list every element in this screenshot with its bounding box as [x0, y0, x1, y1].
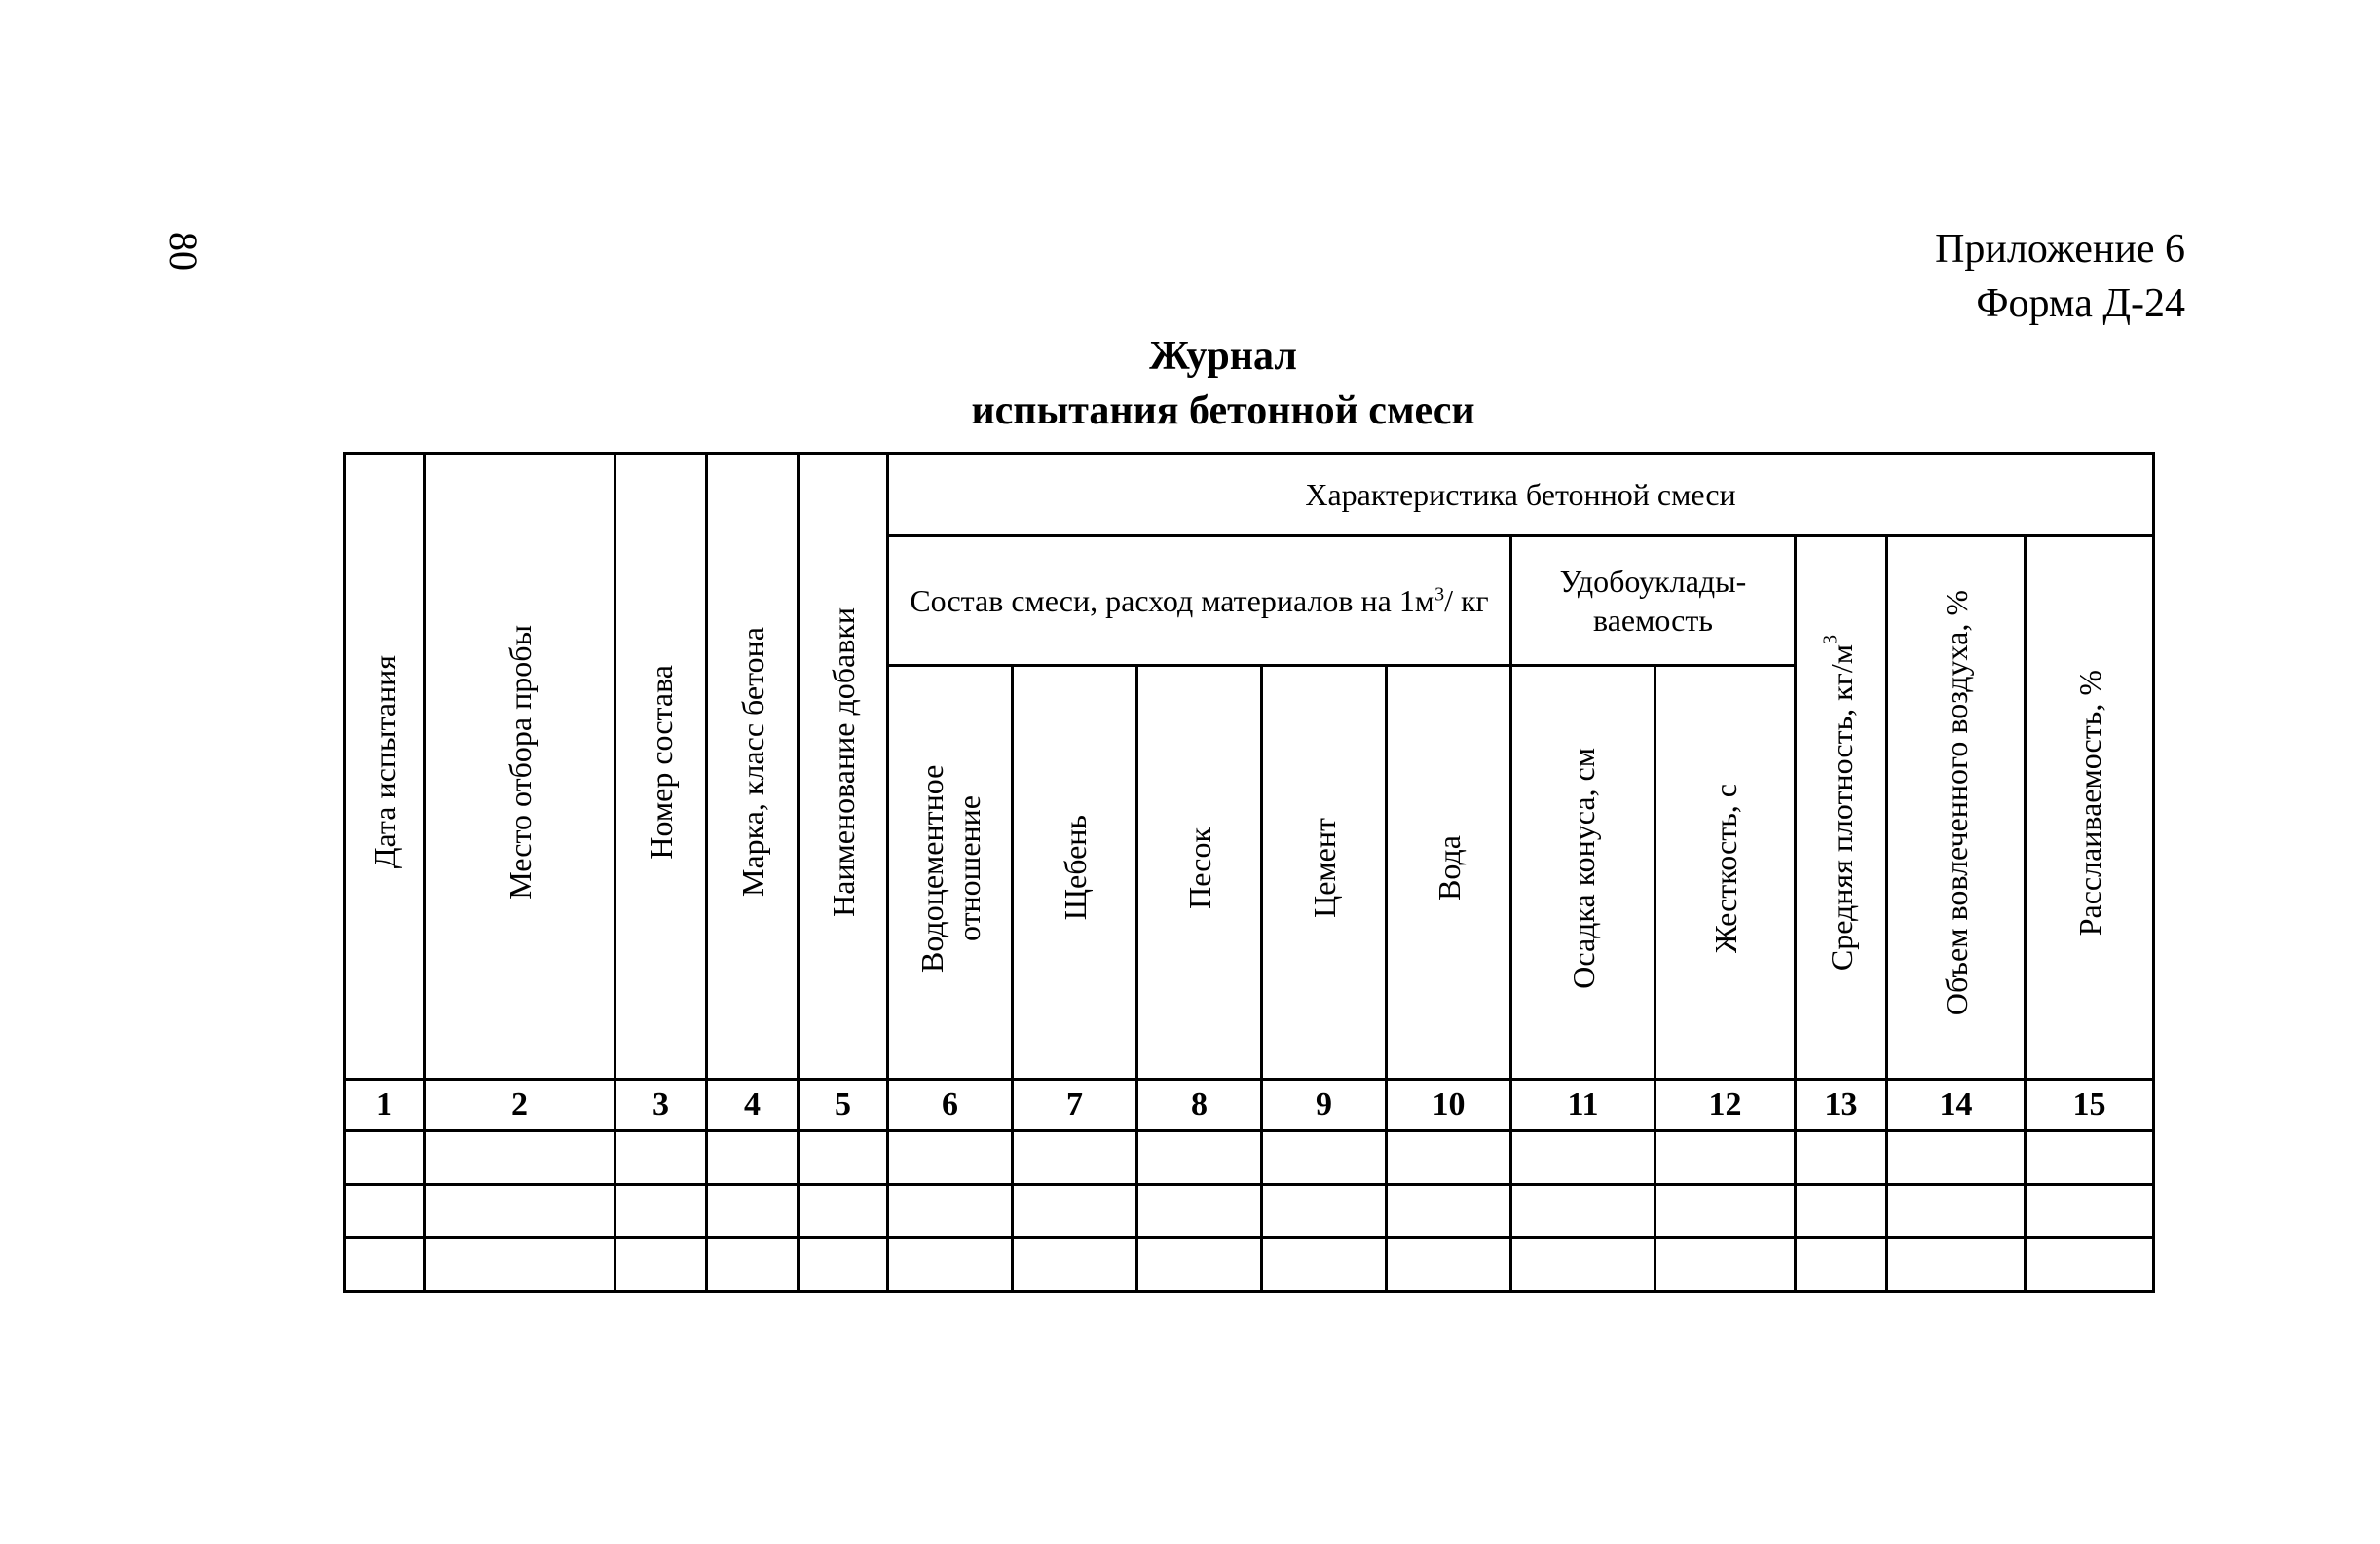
- column-numbers-row: [345, 1080, 2154, 1131]
- table-cell[interactable]: [1262, 1131, 1387, 1185]
- table-cell[interactable]: [707, 1185, 799, 1238]
- header-separation: Расслаиваемость, %: [2026, 536, 2154, 1080]
- table-cell[interactable]: [799, 1238, 888, 1292]
- table-cell[interactable]: [1013, 1131, 1137, 1185]
- table-cell[interactable]: [1262, 1238, 1387, 1292]
- form-number: Форма Д-24: [1976, 281, 2185, 326]
- table-cell[interactable]: [1655, 1185, 1796, 1238]
- column-number: 12: [1655, 1080, 1796, 1131]
- table-row: [345, 1131, 2154, 1185]
- column-number: 2: [425, 1080, 615, 1131]
- table-cell[interactable]: [1887, 1185, 2026, 1238]
- column-number: 4: [707, 1080, 799, 1131]
- table-cell[interactable]: [2026, 1131, 2154, 1185]
- header-workability: Удобоуклады- ваемость: [1511, 536, 1796, 666]
- header-sand: Песок: [1137, 666, 1262, 1080]
- title-line-1: Журнал: [1149, 334, 1297, 379]
- appendix-label: [1935, 222, 2185, 331]
- table-cell[interactable]: [799, 1185, 888, 1238]
- header-water: Вода: [1387, 666, 1511, 1080]
- column-number: 10: [1387, 1080, 1511, 1131]
- header-mix-composition: Состав смеси, расход материалов на $1м^3/$ кг: [888, 536, 1511, 666]
- column-number: 6: [888, 1080, 1013, 1131]
- table-cell[interactable]: [1262, 1185, 1387, 1238]
- column-number: 3: [615, 1080, 707, 1131]
- table-cell[interactable]: [1387, 1185, 1511, 1238]
- table-cell[interactable]: [345, 1238, 425, 1292]
- table-cell[interactable]: [888, 1131, 1013, 1185]
- column-number: 5: [799, 1080, 888, 1131]
- column-number: 15: [2026, 1080, 2154, 1131]
- table-cell[interactable]: [425, 1238, 615, 1292]
- table-cell[interactable]: [1387, 1238, 1511, 1292]
- header-additive: Наименование добавки: [799, 454, 888, 1080]
- title-line-2: испытания бетонной смеси: [971, 388, 1475, 433]
- column-number: 7: [1013, 1080, 1137, 1131]
- column-number: 14: [1887, 1080, 2026, 1131]
- header-gravel: Щебень: [1013, 666, 1137, 1080]
- table-cell[interactable]: [1887, 1131, 2026, 1185]
- table-cell[interactable]: [1013, 1238, 1137, 1292]
- header-characteristics: Характеристика бетонной смеси: [888, 454, 2154, 536]
- header-density: Средняя плотность, $кг/м^3$: [1796, 536, 1887, 1080]
- header-cement: Цемент: [1262, 666, 1387, 1080]
- table-cell[interactable]: [425, 1131, 615, 1185]
- header-composition-number: Номер состава: [615, 454, 707, 1080]
- header-wc-ratio: Водоцементное отношение: [888, 666, 1013, 1080]
- table-row: [345, 1185, 2154, 1238]
- header-date: Дата испытания: [345, 454, 425, 1080]
- table-cell[interactable]: [1137, 1185, 1262, 1238]
- table-cell[interactable]: [888, 1185, 1013, 1238]
- table-cell[interactable]: [1796, 1238, 1887, 1292]
- table-cell[interactable]: [425, 1185, 615, 1238]
- table-cell[interactable]: [1013, 1185, 1137, 1238]
- table-cell[interactable]: [1137, 1131, 1262, 1185]
- table-cell[interactable]: [345, 1185, 425, 1238]
- header-grade: Марка, класс бетона: [707, 454, 799, 1080]
- table-cell[interactable]: [1387, 1131, 1511, 1185]
- column-number: 1: [345, 1080, 425, 1131]
- table-cell[interactable]: [2026, 1185, 2154, 1238]
- table-cell[interactable]: [1511, 1131, 1655, 1185]
- document-title: [0, 329, 2380, 438]
- empty-rows: [345, 1131, 2154, 1292]
- table-cell[interactable]: [1887, 1238, 2026, 1292]
- header-air-content: Объем вовлеченного воздуха, %: [1887, 536, 2026, 1080]
- journal-table: [343, 452, 2155, 1293]
- table-cell[interactable]: [345, 1131, 425, 1185]
- table-cell[interactable]: [1511, 1238, 1655, 1292]
- appendix-number: Приложение 6: [1935, 227, 2185, 272]
- table-cell[interactable]: [799, 1131, 888, 1185]
- column-number: 8: [1137, 1080, 1262, 1131]
- column-number: 11: [1511, 1080, 1655, 1131]
- table-cell[interactable]: [615, 1185, 707, 1238]
- table-cell[interactable]: [1137, 1238, 1262, 1292]
- header-slump: Осадка конуса, см: [1511, 666, 1655, 1080]
- header-place: Место отбора пробы: [425, 454, 615, 1080]
- table-cell[interactable]: [615, 1131, 707, 1185]
- table-cell[interactable]: [1655, 1238, 1796, 1292]
- table-cell[interactable]: [1796, 1131, 1887, 1185]
- table-row: [345, 1238, 2154, 1292]
- table-cell[interactable]: [1511, 1185, 1655, 1238]
- column-number: 9: [1262, 1080, 1387, 1131]
- table-cell[interactable]: [615, 1238, 707, 1292]
- table-cell[interactable]: [2026, 1238, 2154, 1292]
- table-cell[interactable]: [888, 1238, 1013, 1292]
- header-stiffness: Жесткость, с: [1655, 666, 1796, 1080]
- table-cell[interactable]: [1796, 1185, 1887, 1238]
- table-cell[interactable]: [707, 1238, 799, 1292]
- column-number: 13: [1796, 1080, 1887, 1131]
- page-number: 80: [162, 232, 205, 271]
- table-cell[interactable]: [707, 1131, 799, 1185]
- table-cell[interactable]: [1655, 1131, 1796, 1185]
